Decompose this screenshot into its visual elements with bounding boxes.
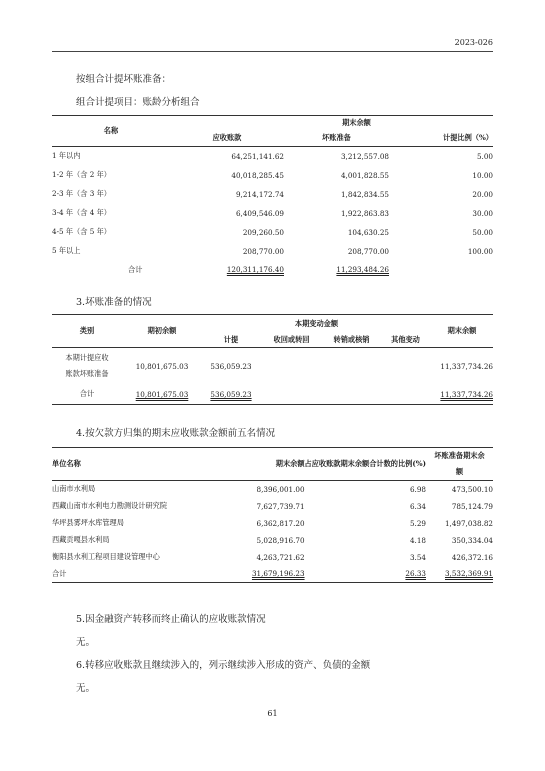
col-header-allowance: 坏账准备期末余 额 (434, 451, 485, 476)
col-header-other: 其他变动 (391, 335, 420, 345)
row-allowance: 1,842,834.55 (340, 189, 389, 199)
section4-title: 4.按欠款方归集的期末应收账款金额前五名情况 (76, 428, 276, 439)
row-allowance: 1,497,038.82 (444, 518, 493, 528)
table-row (52, 549, 493, 566)
table-row (52, 166, 493, 185)
total-row (52, 385, 493, 405)
row-allowance: 208,770.00 (347, 246, 389, 256)
col-header-recovery: 收回或转回 (273, 335, 310, 345)
section5-body: 无。 (76, 637, 96, 648)
row-ratio: 30.00 (472, 208, 493, 218)
row-ratio: 10.00 (472, 170, 493, 180)
row-ratio: 3.54 (409, 552, 426, 562)
row-unit: 华坪县雾坪水库管理局 (52, 518, 124, 527)
row-balance: 5,028,916.70 (256, 535, 305, 545)
row-receivable: 9,214,172.74 (235, 189, 284, 199)
row-name: 2-3 年（含 3 年） (52, 189, 111, 198)
row-ratio: 5.29 (409, 518, 426, 528)
table-row (52, 348, 493, 385)
col-header-allowance: 坏账准备 (322, 133, 351, 143)
row-allowance: 785,124.79 (451, 501, 493, 511)
row-category: 本期计提应收 账款坏账准备 (65, 353, 109, 379)
section5-title: 5.因金融资产转移而终止确认的应收账款情况 (76, 614, 266, 625)
allowance-change-table (52, 314, 493, 405)
total-opening: 10,801,675.03 (135, 389, 189, 399)
row-name: 1-2 年（含 2 年） (52, 170, 111, 179)
table-row (52, 147, 493, 166)
col-header-current-change: 本期变动金额 (294, 319, 339, 329)
section3-title: 3.坏账准备的情况 (76, 297, 152, 308)
row-allowance: 1,922,863.83 (340, 208, 389, 218)
table-row (52, 498, 493, 515)
row-ratio: 4.18 (409, 535, 426, 545)
header-rule (52, 51, 493, 52)
row-balance: 6,362,817.20 (256, 518, 305, 528)
col-header-category: 类别 (52, 315, 122, 348)
table-row (52, 515, 493, 532)
col-header-name: 名称 (52, 116, 170, 147)
row-receivable: 40,018,285.45 (231, 170, 284, 180)
page-number: 61 (267, 709, 278, 718)
row-unit: 西藏贡嘎县水利局 (52, 535, 110, 544)
section1-intro: 按组合计提坏账准备： (76, 74, 172, 85)
row-ratio: 100.00 (467, 246, 493, 256)
total-closing: 11,337,734.26 (440, 389, 493, 399)
row-ratio: 20.00 (472, 189, 493, 199)
row-allowance: 426,372.16 (451, 552, 493, 562)
section6-body: 无。 (76, 683, 96, 694)
row-balance: 8,396,001.00 (256, 484, 305, 494)
document-code: 2023-026 (454, 38, 493, 47)
aging-analysis-table (52, 115, 493, 279)
section1-subtitle: 组合计提项目：账龄分析组合 (76, 97, 200, 108)
row-allowance: 350,334.04 (451, 535, 493, 545)
row-name: 1 年以内 (52, 151, 81, 161)
total-receivable: 120,311,176.40 (226, 265, 284, 274)
row-provision: 536,059.23 (210, 361, 252, 371)
top-five-debtors-table (52, 447, 493, 583)
row-unit: 西藏山南市水利电力勘测设计研究院 (52, 501, 168, 510)
total-row (52, 566, 493, 583)
row-ratio: 6.34 (409, 501, 426, 511)
row-receivable: 64,251,141.62 (231, 151, 284, 161)
col-header-writeoff: 转销或核销 (333, 335, 370, 345)
col-header-unit: 单位名称 (52, 459, 81, 468)
total-provision: 536,059.23 (210, 389, 252, 399)
row-balance: 4,263,721.62 (256, 552, 305, 562)
row-unit: 山南市水利局 (52, 484, 96, 494)
total-balance: 31,679,196.23 (251, 569, 305, 579)
row-name: 4-5 年（含 5 年） (52, 227, 111, 236)
table-row (52, 185, 493, 204)
row-closing: 11,337,734.26 (440, 361, 493, 371)
row-balance: 7,627,739.71 (256, 501, 305, 511)
row-opening: 10,801,675.03 (135, 361, 189, 371)
col-header-ratio: 计提比例（%） (443, 133, 493, 143)
table-row (52, 223, 493, 242)
table-row (52, 532, 493, 549)
row-ratio: 5.00 (476, 151, 493, 161)
total-ratio: 26.33 (405, 569, 426, 579)
total-label: 合计 (52, 568, 67, 578)
row-ratio: 50.00 (472, 227, 493, 237)
col-header-provision: 计提 (223, 335, 239, 345)
col-header-receivable: 应收账款 (212, 133, 242, 143)
row-name: 3-4 年（含 4 年） (52, 208, 111, 217)
table-row (52, 242, 493, 261)
total-allowance: 11,293,484.26 (336, 265, 389, 274)
row-allowance: 104,630.25 (347, 227, 389, 237)
table-row (52, 204, 493, 223)
row-receivable: 208,770.00 (242, 246, 284, 256)
row-receivable: 6,409,546.09 (235, 208, 284, 218)
row-allowance: 473,500.10 (451, 484, 493, 494)
row-ratio: 6.98 (409, 484, 426, 494)
total-label: 合计 (79, 389, 95, 399)
table-row (52, 481, 493, 498)
section6-title: 6.转移应收账款且继续涉入的，列示继续涉入形成的资产、负债的金额 (76, 660, 371, 671)
col-header-opening: 期初余额 (122, 315, 202, 348)
col-header-balance: 期末余额 (275, 459, 305, 468)
row-allowance: 4,001,828.55 (340, 170, 389, 180)
total-allowance: 3,532,369.91 (444, 569, 493, 579)
row-name: 5 年以上 (52, 246, 81, 255)
col-header-ratio: 占应收账款期末余额合计数的比例(%) (304, 459, 426, 468)
col-header-ending-balance: 期末余额 (342, 118, 371, 128)
total-label: 合计 (128, 264, 143, 274)
row-allowance: 3,212,557.08 (340, 151, 389, 161)
row-unit: 衡阳县水利工程项目建设管理中心 (52, 552, 160, 561)
total-row (52, 261, 493, 279)
col-header-closing: 期末余额 (431, 315, 493, 348)
row-receivable: 209,260.50 (242, 227, 284, 237)
